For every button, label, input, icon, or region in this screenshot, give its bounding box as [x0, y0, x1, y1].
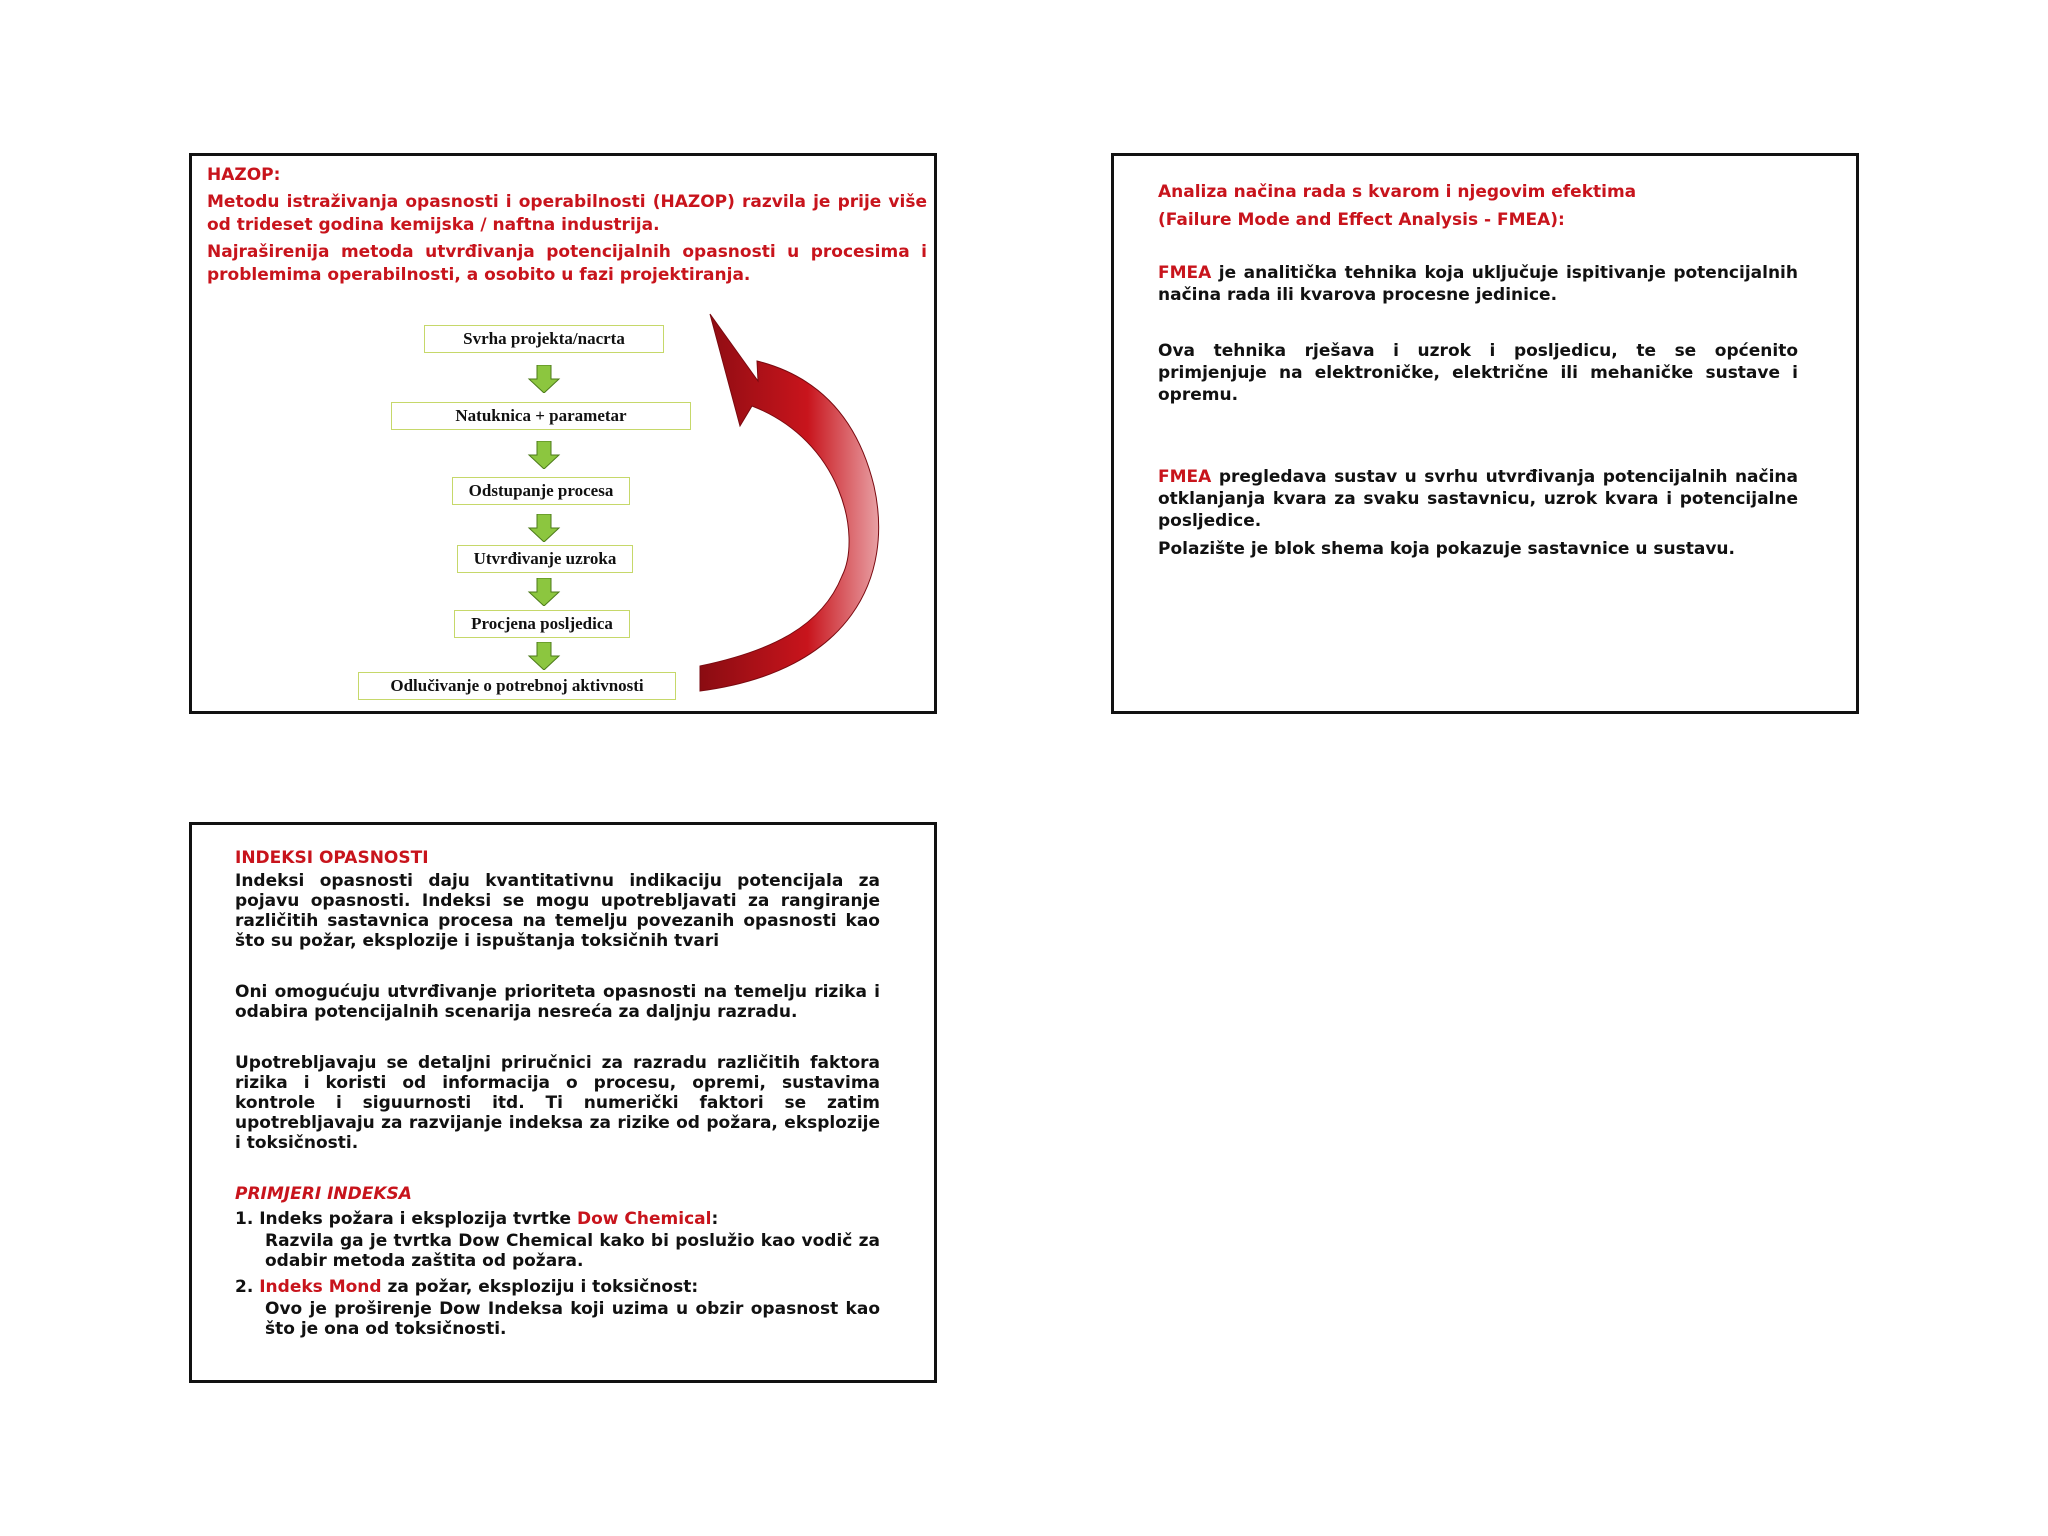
indices-text-block — [235, 845, 880, 1339]
fmea-paragraph-1-text: je analitička tehnika koja uključuje ispitivanje potencijalnih načina rada ili kvarova procesne jedinice. — [1158, 263, 1798, 305]
flow-step-5: Procjena posljedica — [454, 610, 630, 638]
flow-down-arrow-icon — [527, 642, 561, 670]
fmea-paragraph-3 — [1158, 466, 1798, 532]
fmea-text-block — [1158, 178, 1798, 560]
fmea-acronym: FMEA — [1158, 467, 1212, 487]
indices-item-2-description: Ovo je proširenje Dow Indeksa koji uzima u obzir opasnost kao što je ona od toksičnosti. — [265, 1299, 880, 1339]
fmea-paragraph-4: Polazište je blok shema koja pokazuje sastavnice u sustavu. — [1158, 539, 1735, 559]
hazop-title: HAZOP: — [207, 165, 281, 185]
fmea-title-line-1: Analiza načina rada s kvarom i njegovim efektima — [1158, 182, 1637, 202]
flow-step-1: Svrha projekta/nacrta — [424, 325, 664, 353]
indices-item-1-prefix: 1. Indeks požara i eksplozija tvrtke — [235, 1209, 577, 1229]
fmea-acronym: FMEA — [1158, 263, 1212, 283]
slide-fmea — [1111, 153, 1859, 714]
fmea-paragraph-3-text: pregledava sustav u svrhu utvrđivanja potencijalnih načina otklanjanja kvara za svaku sastavnicu, uzrok kvara i potencijalne posljedice. — [1158, 467, 1798, 531]
indices-item-1-suffix: : — [711, 1209, 719, 1229]
indices-paragraph-1: Indeksi opasnosti daju kvantitativnu indikaciju potencijala za pojavu opasnosti. Indeksi se mogu upotrebljavati za rangiranje različitih sastavnica procesa na temelju povezanih opasnosti kao što su požar, eksplozije i ispuštanja toksičnih tvari — [235, 871, 880, 951]
flow-down-arrow-icon — [527, 441, 561, 469]
indices-paragraph-3: Upotrebljavaju se detaljni priručnici za razradu različitih faktora rizika i koristi od informacija o procesu, opremi, sustavima kontrole i siguurnosti itd. Ti numerički faktori se zatim upotrebljavaju za razvijanje indeksa za rizike od požara, eksplozije i toksičnosti. — [235, 1053, 880, 1153]
indices-item-1 — [235, 1207, 880, 1231]
indices-item-1-description: Razvila ga je tvrtka Dow Chemical kako bi poslužio kao vodič za odabir metoda zaštita od požara. — [265, 1231, 880, 1271]
indices-item-2-prefix: 2. — [235, 1277, 260, 1297]
indices-item-2-name: Indeks Mond — [259, 1277, 382, 1297]
flow-step-4: Utvrđivanje uzroka — [457, 545, 633, 573]
hazop-paragraph-1: Metodu istraživanja opasnosti i operabilnosti (HAZOP) razvila je prije više od trideset godina kemijska / naftna industrija. — [207, 192, 927, 235]
flow-down-arrow-icon — [527, 578, 561, 606]
indices-item-1-company: Dow Chemical — [577, 1209, 712, 1229]
hazop-paragraph-2: Najraširenija metoda utvrđivanja potencijalnih opasnosti u procesima i problemima operabilnosti, a osobito u fazi projektiranja. — [207, 242, 927, 285]
flow-step-2: Natuknica + parametar — [391, 402, 691, 430]
fmea-paragraph-2: Ova tehnika rješava i uzrok i posljedicu, te se općenito primjenjuje na elektroničke, električne ili mehaničke sustave i opremu. — [1158, 341, 1798, 405]
indices-item-2-suffix: za požar, eksploziju i toksičnost: — [381, 1277, 699, 1297]
indices-title: INDEKSI OPASNOSTI — [235, 848, 429, 868]
fmea-title-line-2: (Failure Mode and Effect Analysis - FMEA): — [1158, 210, 1565, 230]
flow-down-arrow-icon — [527, 365, 561, 393]
fmea-paragraph-1 — [1158, 262, 1798, 306]
flow-step-6: Odlučivanje o potrebnoj aktivnosti — [358, 672, 676, 700]
slide-hazop — [189, 153, 937, 714]
indices-subtitle: PRIMJERI INDEKSA — [235, 1184, 412, 1204]
flow-down-arrow-icon — [527, 514, 561, 542]
indices-item-2 — [235, 1275, 880, 1299]
flow-step-3: Odstupanje procesa — [452, 477, 630, 505]
indices-paragraph-2: Oni omogućuju utvrđivanje prioriteta opasnosti na temelju rizika i odabira potencijalnih scenarija nesreća za daljnju razradu. — [235, 982, 880, 1022]
slide-hazard-indices — [189, 822, 937, 1383]
